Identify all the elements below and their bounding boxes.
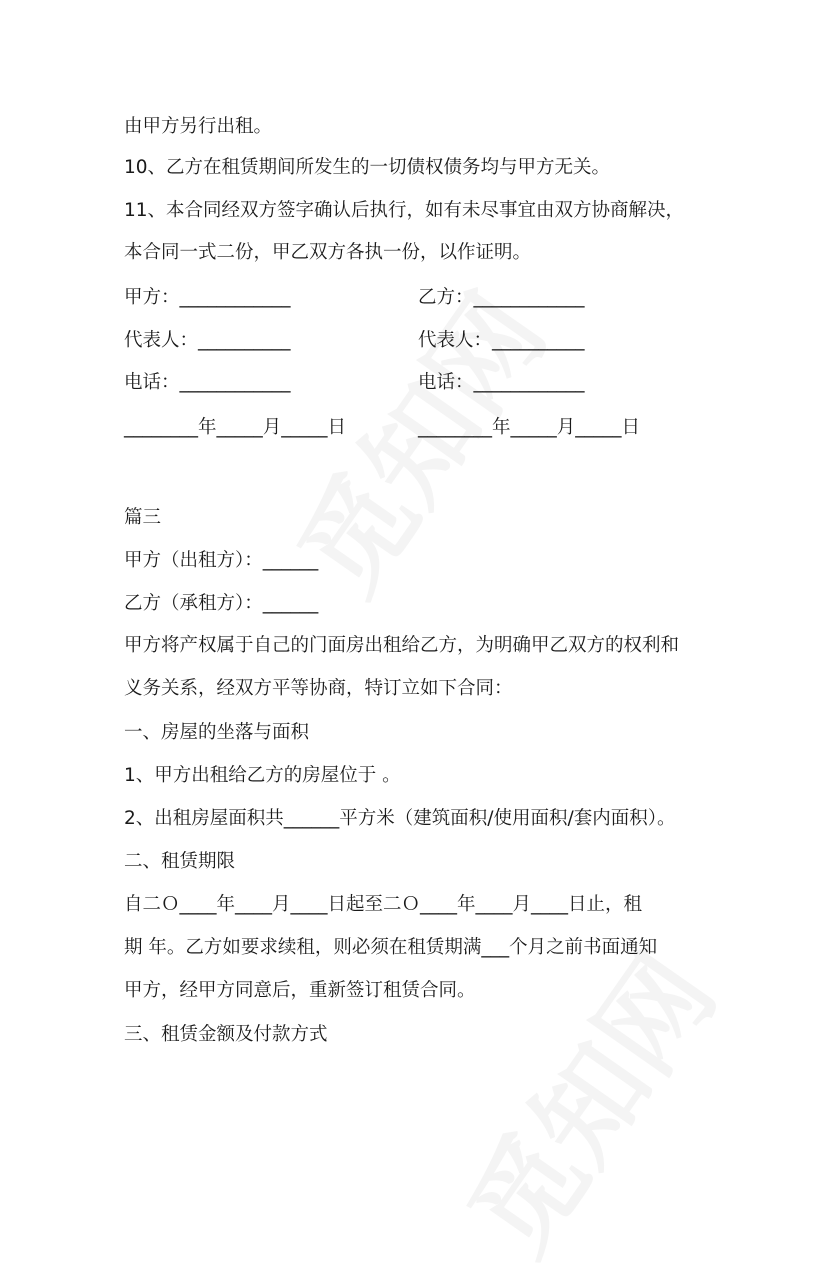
phone-b: 电话：____________ (418, 372, 585, 393)
party-b-signature: 乙方：____________ (418, 287, 585, 308)
section-heading: 篇三 (124, 507, 162, 528)
representative-a: 代表人：__________ (124, 330, 291, 351)
paragraph-line: 2、出租房屋面积共______平方米（建筑面积/使用面积/套内面积）。 (124, 808, 676, 829)
lessee-line: 乙方（承租方）：______ (124, 593, 319, 614)
paragraph-line: 本合同一式二份，甲乙双方各执一份，以作证明。 (124, 242, 532, 263)
clause-11: 11、本合同经双方签字确认后执行，如有未尽事宜由双方协商解决， (124, 200, 685, 221)
paragraph-line: 1、甲方出租给乙方的房屋位于 。 (124, 765, 401, 786)
date-a: ________年_____月_____日 (124, 417, 347, 438)
paragraph-line: 期 年。乙方如要求续租，则必须在租赁期满___个月之前书面通知 (124, 937, 658, 958)
paragraph-line: 甲方将产权属于自己的门面房出租给乙方，为明确甲乙双方的权利和 (124, 635, 680, 656)
paragraph-line: 义务关系，经双方平等协商，特订立如下合同： (124, 678, 513, 699)
watermark (426, 919, 745, 1279)
representative-b: 代表人：__________ (418, 330, 585, 351)
paragraph-line: 甲方，经甲方同意后，重新签订租赁合同。 (124, 980, 476, 1001)
clause-10: 10、乙方在租赁期间所发生的一切债权债务均与甲方无关。 (124, 157, 611, 178)
lessor-line: 甲方（出租方）：______ (124, 550, 319, 571)
date-b: ________年_____月_____日 (418, 417, 641, 438)
paragraph-line: 由甲方另行出租。 (124, 116, 273, 137)
subsection-heading: 二、租赁期限 (124, 851, 236, 872)
phone-a: 电话：____________ (124, 372, 291, 393)
subsection-heading: 一、房屋的坐落与面积 (124, 722, 310, 743)
party-a-signature: 甲方：____________ (124, 287, 291, 308)
subsection-heading: 三、租赁金额及付款方式 (124, 1024, 328, 1045)
paragraph-line: 自二Ｏ____年____月____日起至二Ｏ____年____月____日止，租 (124, 894, 643, 915)
